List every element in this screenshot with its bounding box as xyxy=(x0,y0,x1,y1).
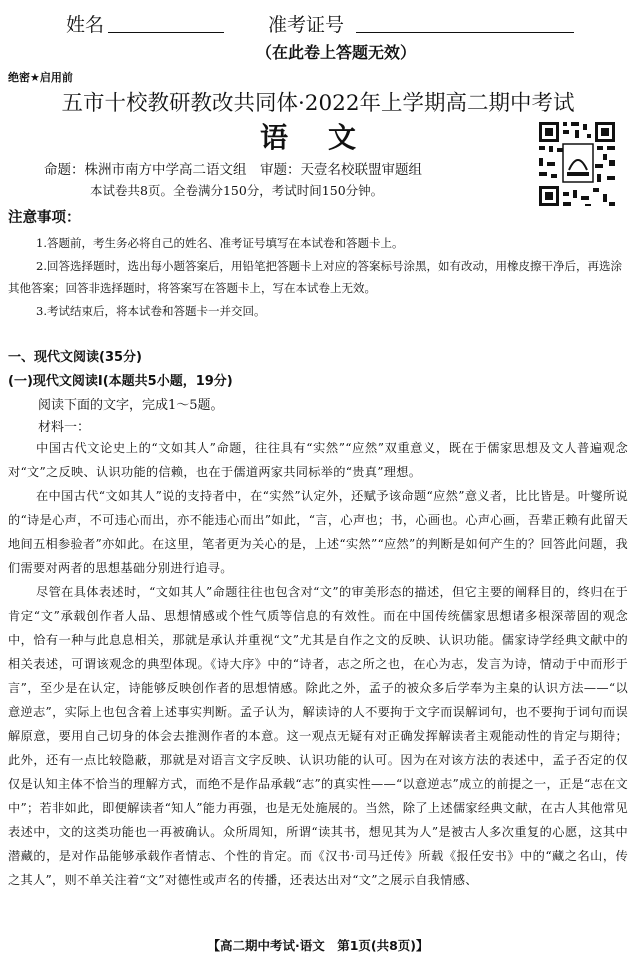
exam-title: 五市十校教研教改共同体·2022年上学期高二期中考试 xyxy=(61,91,575,116)
notes-heading: 注意事项： xyxy=(8,210,81,226)
exam-id-blank xyxy=(356,32,574,33)
note-item: 2.回答选择题时，选出每小题答案后，用铅笔把答题卡上对应的答案标号涂黑，如有改动，用橡皮擦干净后，再选涂其他答案；回答非选择题时，将答案写在答题卡上，写在本试卷上无效。 xyxy=(8,259,622,295)
section-title: 一、现代文阅读(35分) xyxy=(8,350,142,365)
material-label: 材料一： xyxy=(38,420,91,435)
qr-code-icon xyxy=(537,120,617,208)
authors-line: 命题：株洲市南方中学高二语文组 审题：天壹名校联盟审题组 xyxy=(44,162,422,178)
invalid-answer-notice: （在此卷上答题无效） xyxy=(255,43,416,62)
exam-info-line: 本试卷共8页。全卷满分150分，考试时间150分钟。 xyxy=(90,183,384,198)
name-blank xyxy=(108,32,224,33)
reading-instruction: 阅读下面的文字，完成1～5题。 xyxy=(38,398,224,413)
passage-paragraph: 尽管在具体表述时，“文如其人”命题往往也包含对“文”的审美形态的描述，但它主要的阐释目的，终归在于肯定“文”承载创作者人品、思想情感或个性气质等信息的有效性。而在中国传统儒家思想诸多根深蒂固的观念中，恰有一种与此息息相关，那就是承认并重视“文”尤其是自作之文的反映、认识功能。儒家诗学经典文献中的相关表述，可谓该观念的典型体现。《诗大序》中的“诗者，志之所之也，在心为志，发言为诗，情动于中而形于言”，至少是在认定，诗能够反映创作者的思想情感。除此之外，孟子的被众多后学奉为主臬的认识方法——“以意逆志”，实际上也包含着上述事实判断。孟子认为，解读诗的人不要拘于文字而误解词句，也不要拘于词句而误解原意，要用自己切身的体会去推测作者的本意。这一观点无疑有对正确发挥解读者主观能动性的肯定与期待；此外，还有一点比较隐蔽，那就是对语言文字反映、认识功能的认可。因为在对该方法的表述中，孟子否定的仅仅是认知主体不恰当的理解方式，而绝不是作品承载“志”的真实性——“以意逆志”成立的前提之一，正是“志在文中”；若非如此，即便解读者“知人”能力再强，也是无处施展的。当然，除了上述儒家经典文献，在古人其他常见表述中，文的这类功能也一再被确认。众所周知，所谓“读其书，想见其为人”是被古人多次重复的心愿，这其中潜藏的，是对作品能够承载作者情志、个性的肯定。而《汉书·司马迁传》所载《报任安书》中的“藏之名山，传之其人”，则不单关注着“文”对德性或声名的传播，还表达出对“文”之展示自我情感、 xyxy=(8,585,628,887)
subsection-title: (一)现代文阅读Ⅰ(本题共5小题，19分) xyxy=(8,374,233,389)
page-footer: 【高二期中考试·语文 第1页(共8页)】 xyxy=(207,938,429,953)
passage-paragraph: 中国古代文论史上的“文如其人”命题，往往具有“实然”“应然”双重意义，既在于儒家思想及文人普遍观念对“文”之反映、认识功能的信赖，也在于儒道两家共同标举的“贵真”理想。 xyxy=(8,441,628,479)
note-item: 1.答题前，考生务必将自己的姓名、准考证号填写在本试卷和答题卡上。 xyxy=(36,236,404,250)
subject-title: 语文 xyxy=(259,121,396,154)
passage-paragraph: 在中国古代“文如其人”说的支持者中，在“实然”认定外，还赋予该命题“应然”意义者，比比皆是。叶燮所说的“诗是心声，不可违心而出，亦不能违心而出”如此，“言，心声也；书，心画也。心声心画，吾辈正赖有此留天地间五相参验者”亦如此。在这里，笔者更为关心的是，上述“实然”“应然”的判断是如何产生的？回答此问题，我们需要对两者的思想基础分别进行追寻。 xyxy=(8,489,628,575)
secret-label: 绝密★启用前 xyxy=(8,71,73,84)
exam-id-label: 准考证号 xyxy=(268,14,345,36)
note-item: 3.考试结束后，将本试卷和答题卡一并交回。 xyxy=(36,304,266,318)
candidate-info-row xyxy=(0,10,636,36)
name-label: 姓名 xyxy=(66,14,105,36)
